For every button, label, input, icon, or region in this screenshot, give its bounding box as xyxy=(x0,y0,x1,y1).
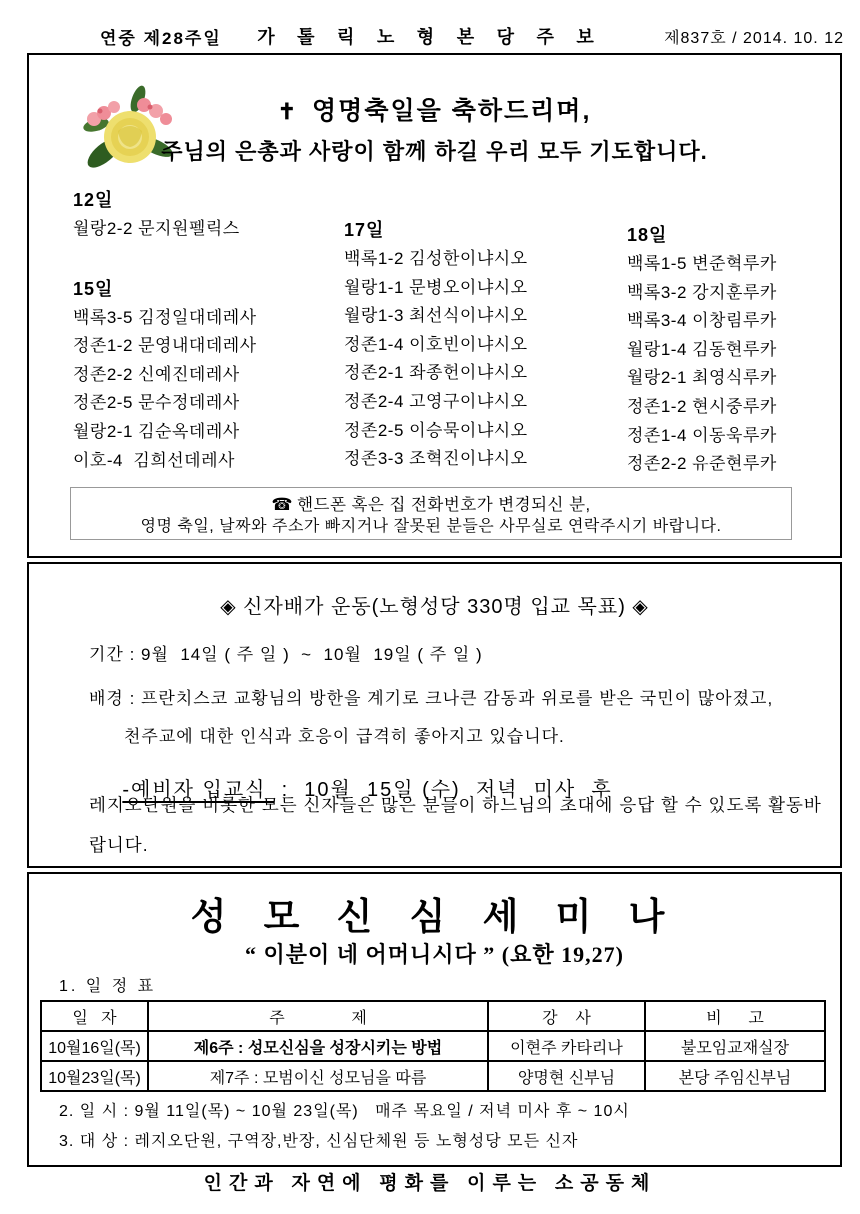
nameday-title xyxy=(29,91,840,127)
nameday-entry: 백록3-4 이창림루카 xyxy=(627,311,777,331)
nameday-entry: 백록3-5 김정일대데레사 xyxy=(73,307,257,327)
nameday-entry: 정존2-1 좌종헌이냐시오 xyxy=(344,363,528,383)
nameday-entry: 정존2-2 신예진데레사 xyxy=(73,364,240,384)
catechumen-label: -예비자 입교식 xyxy=(122,779,275,801)
schedule-label: 1. 일 정 표 xyxy=(59,978,157,995)
contact-notice-box xyxy=(70,487,792,540)
nameday-entry: 백록3-2 강지훈루카 xyxy=(627,282,777,302)
schedule-table xyxy=(40,1000,826,1092)
nameday-entry: 월랑2-2 문지원펠릭스 xyxy=(73,219,240,238)
group-date: 12일 xyxy=(73,190,114,210)
footer-motto: 인간과 자연에 평화를 이루는 소공동체 xyxy=(203,1173,657,1194)
nameday-entry: 정존2-2 유준현루카 xyxy=(627,454,777,474)
table-header-row xyxy=(41,1001,825,1031)
nameday-entry: 백록1-5 변준혁루카 xyxy=(627,254,777,273)
cell-speaker: 양명현 신부님 xyxy=(488,1061,645,1091)
seminar-time-line: 2. 일 시 : 9월 11일(목) ~ 10월 23일(목) 매주 목요일 / 저녁 미사 후 ~ 10시 xyxy=(59,1103,630,1120)
contact-notice-line2: 영명 축일, 날짜와 주소가 빠지거나 잘못된 분들은 사무실로 연락주시기 바랍니다. xyxy=(140,518,722,535)
nameday-entry: 이호-4 김희선데레사 xyxy=(73,450,235,470)
contact-notice-line1 xyxy=(71,494,791,516)
campaign-note-2: 랍니다. xyxy=(89,835,149,855)
cross-icon: ✝ xyxy=(277,99,299,124)
col-header-speaker: 강 사 xyxy=(488,1001,645,1031)
catechumen-detail: : 10월 15일 (수) 저녁 미사 후 xyxy=(274,779,613,801)
group-date: 17일 xyxy=(344,220,385,240)
campaign-period: 기간 : 9월 14일 ( 주 일 ) ~ 10월 19일 ( 주 일 ) xyxy=(89,645,483,664)
nameday-entry: 정존1-4 이호빈이냐시오 xyxy=(344,334,528,354)
cell-subject: 제6주 : 성모신심을 성장시키는 방법 xyxy=(148,1031,488,1061)
seminar-subtitle: “ 이분이 네 어머니시다 ” (요한 19,27) xyxy=(245,942,624,967)
header-title: 가 톨 릭 노 형 본 당 주 보 xyxy=(257,27,603,47)
group-date: 18일 xyxy=(627,225,668,245)
cell-date: 10월16일(목) xyxy=(41,1031,148,1061)
nameday-entry: 월랑1-3 최선식이냐시오 xyxy=(344,306,528,326)
group-date: 15일 xyxy=(73,278,114,299)
seminar-title: 성 모 신 심 세 미 나 xyxy=(190,897,679,938)
nameday-entry: 정존3-3 조혁진이냐시오 xyxy=(344,449,528,469)
nameday-entry: 정존2-4 고영구이냐시오 xyxy=(344,391,528,411)
header-issue: 제837호 / 2014. 10. 12 xyxy=(664,30,844,47)
cell-remark: 본당 주임신부님 xyxy=(645,1061,825,1091)
col-header-remark: 비 고 xyxy=(645,1001,825,1031)
nameday-entry: 정존2-5 이승묵이냐시오 xyxy=(344,420,528,440)
campaign-note-1: 레지오단원을 비롯한 모든 신자들은 많은 분들이 하느님의 초대에 응답 할 수 있도록 활동바 xyxy=(89,795,822,815)
table-row xyxy=(41,1061,825,1091)
nameday-entry: 월랑2-1 최영식루카 xyxy=(627,368,777,388)
nameday-entry: 정존1-2 현시중루카 xyxy=(627,396,777,416)
cell-speaker: 이현주 카타리나 xyxy=(488,1031,645,1061)
table-row xyxy=(41,1031,825,1061)
campaign-background-1: 배경 : 프란치스코 교황님의 방한을 계기로 크나큰 감동과 위로를 받은 국민이 많아졌고, xyxy=(89,689,774,708)
campaign-background-2: 천주교에 대한 인식과 호응이 급격히 좋아지고 있습니다. xyxy=(124,727,565,746)
nameday-entry: 월랑2-1 김순옥데레사 xyxy=(73,421,240,441)
campaign-section xyxy=(27,562,842,868)
cell-remark: 불모임교재실장 xyxy=(645,1031,825,1061)
header-season: 연중 제28주일 xyxy=(100,29,222,48)
nameday-subtitle: 주님의 은총과 사랑이 함께 하길 우리 모두 기도합니다. xyxy=(161,139,708,164)
seminar-target-line: 3. 대 상 : 레지오단원, 구역장,반장, 신심단체원 등 노형성당 모든 신자 xyxy=(59,1133,579,1150)
nameday-entry: 월랑1-4 김동현루카 xyxy=(627,339,777,359)
col-header-date: 일 자 xyxy=(41,1001,148,1031)
nameday-column-2 xyxy=(344,215,528,474)
cell-subject: 제7주 : 모범이신 성모님을 따름 xyxy=(148,1061,488,1091)
contact-notice-line1-text: 핸드폰 혹은 집 전화번호가 변경되신 분, xyxy=(297,496,591,514)
phone-icon: ☎ xyxy=(271,495,294,514)
nameday-title-text: 영명축일을 축하드리며, xyxy=(312,97,592,125)
cell-date: 10월23일(목) xyxy=(41,1061,148,1091)
campaign-title: ◈ 신자배가 운동(노형성당 330명 입교 목표) ◈ xyxy=(220,596,649,618)
seminar-section xyxy=(27,872,842,1167)
nameday-entry: 정존1-4 이동욱루카 xyxy=(627,425,777,445)
nameday-section xyxy=(27,53,842,558)
col-header-subject: 주 제 xyxy=(148,1001,488,1031)
nameday-entry: 정존2-5 문수정데레사 xyxy=(73,393,240,413)
nameday-column-3 xyxy=(627,220,777,479)
nameday-column-1 xyxy=(73,185,257,475)
nameday-entry: 백록1-2 김성한이냐시오 xyxy=(344,249,528,268)
nameday-entry: 월랑1-1 문병오이냐시오 xyxy=(344,277,528,297)
nameday-entry: 정존1-2 문영내대데레사 xyxy=(73,336,257,356)
